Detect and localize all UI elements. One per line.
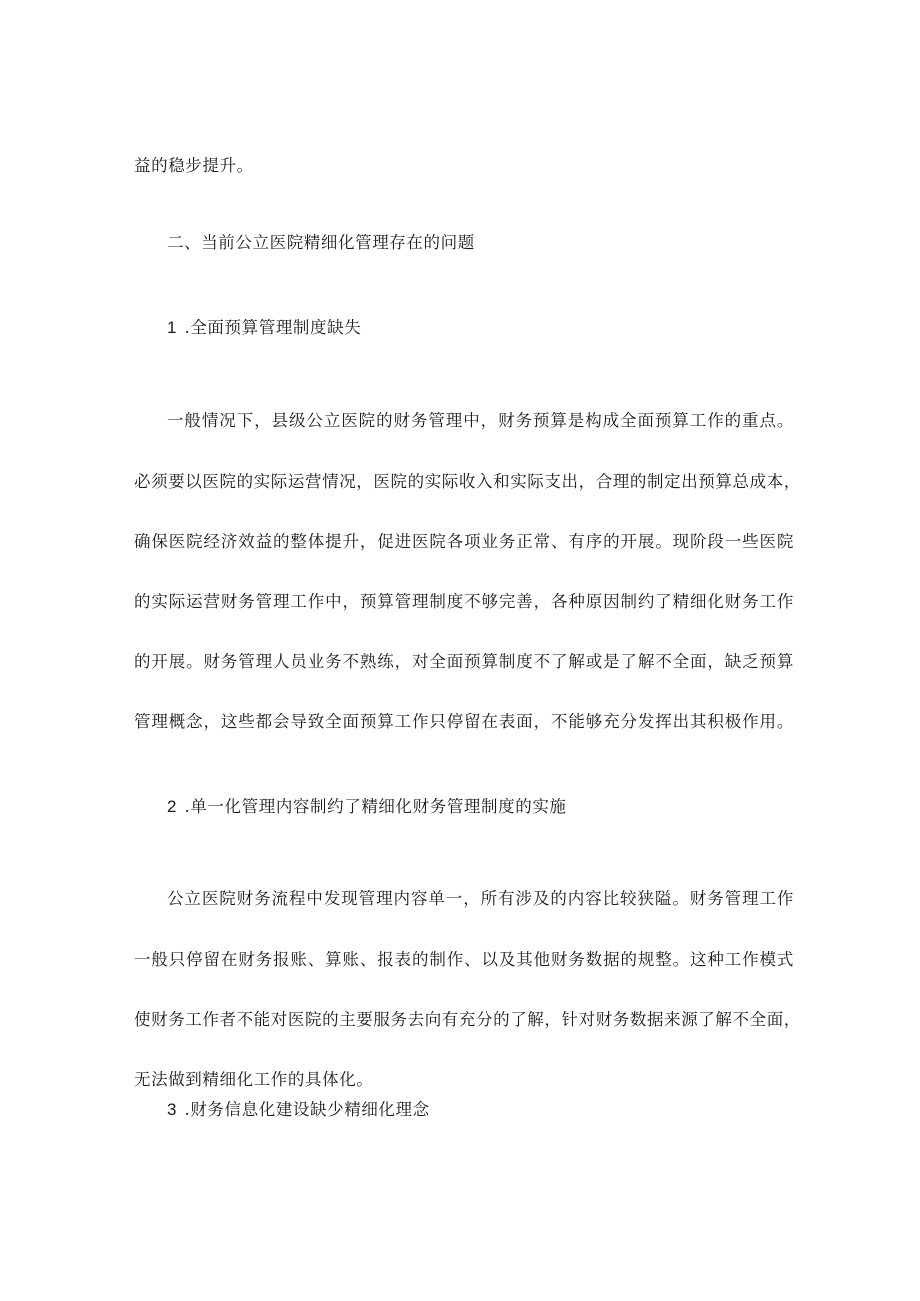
section-heading: 二、当前公立医院精细化管理存在的问题 (167, 233, 475, 252)
item-title: .财务信息化建设缺少精细化理念 (184, 1100, 430, 1119)
paragraph-line: 一般情况下，县级公立医院的财务管理中，财务预算是构成全面预算工作的重点。 (167, 411, 794, 430)
item-title: .单一化管理内容制约了精细化财务管理制度的实施 (184, 797, 567, 816)
paragraph-line: 管理概念，这些都会导致全面预算工作只停留在表面，不能够充分发挥出其积极作用。 (134, 712, 794, 731)
paragraph-line: 无法做到精细化工作的具体化。 (134, 1070, 374, 1089)
paragraph-line: 公立医院财务流程中发现管理内容单一，所有涉及的内容比较狭隘。财务管理工作 (167, 889, 794, 908)
paragraph-line: 一般只停留在财务报账、算账、报表的制作、以及其他财务数据的规整。这种工作模式 (134, 950, 794, 969)
continuation-text: 益的稳步提升。 (134, 156, 254, 175)
item-3-heading (167, 1100, 827, 1120)
item-number: 3 (167, 1100, 177, 1119)
paragraph-line: 使财务工作者不能对医院的主要服务去向有充分的了解，针对财务数据来源了解不全面， (134, 1010, 801, 1029)
item-number: 1 (167, 318, 177, 337)
item-title: .全面预算管理制度缺失 (184, 318, 362, 337)
paragraph-line: 的实际运营财务管理工作中，预算管理制度不够完善，各种原因制约了精细化财务工作 (134, 592, 794, 611)
paragraph-line: 的开展。财务管理人员业务不熟练，对全面预算制度不了解或是了解不全面，缺乏预算 (134, 652, 794, 671)
paragraph-line: 确保医院经济效益的整体提升，促进医院各项业务正常、有序的开展。现阶段一些医院 (134, 532, 794, 551)
paragraph-line: 必须要以医院的实际运营情况，医院的实际收入和实际支出，合理的制定出预算总成本， (134, 472, 801, 491)
item-number: 2 (167, 797, 177, 816)
item-2-heading (167, 797, 827, 817)
item-1-heading (167, 318, 827, 338)
